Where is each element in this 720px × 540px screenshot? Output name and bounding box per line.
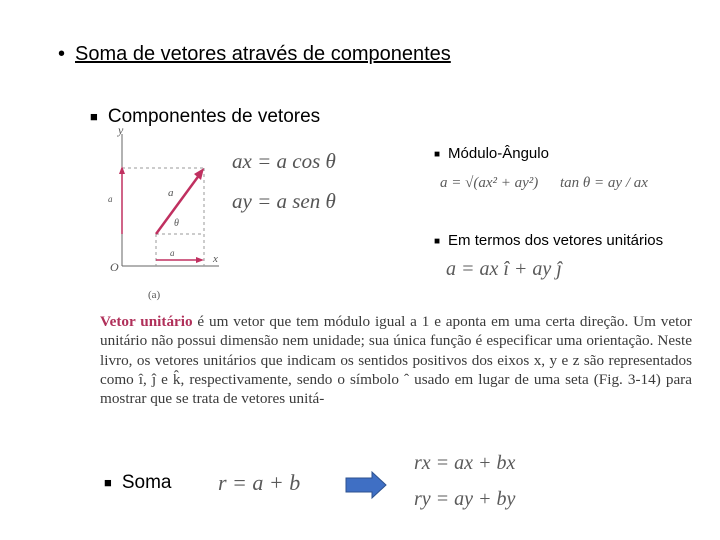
ax-arrowhead	[196, 257, 204, 263]
eq-unit: a = ax î + ay ĵ	[446, 258, 562, 280]
label-x: x	[213, 253, 218, 265]
bullet-modulo-text: Módulo-Ângulo	[448, 145, 549, 162]
eq-modulo: a = √(ax² + ay²)	[440, 175, 539, 191]
square-bullet-icon: ■	[434, 148, 441, 160]
label-vec: a	[168, 187, 174, 199]
vector-components-figure	[104, 126, 364, 306]
label-theta: θ	[174, 218, 179, 229]
slide-title	[58, 43, 451, 66]
bullet-unitarios	[434, 232, 663, 249]
square-bullet-icon: ■	[104, 475, 112, 491]
paragraph-bold: Vetor unitário	[100, 313, 193, 330]
label-ay: a	[108, 194, 113, 204]
subtitle-text: Componentes de vetores	[107, 106, 321, 127]
figure-caption: (a)	[148, 289, 161, 301]
eq-ax: ax = a cos θ	[232, 149, 336, 173]
eq-rx: rx = ax + bx	[414, 452, 516, 474]
unit-vector-paragraph	[100, 312, 692, 408]
ay-arrowhead	[119, 166, 125, 174]
label-y: y	[118, 126, 124, 137]
right-arrow-icon	[344, 470, 388, 500]
subtitle	[90, 106, 320, 128]
paragraph-text: é um vetor que tem módulo igual a 1 e aponta em uma certa direção. Um vetor unitário não possui dimensão nem unidade; sua única função é especificar uma orientação. Neste livro, os vetores unitários que indicam os sentidos positivos dos eixos x, y e z são representados como î, ĵ e k̂, respectivamente, sendo o símbolo ˆ usado em lugar de uma seta (Fig. 3-14) para mostrar que se trata de vetores unitá-	[100, 313, 692, 408]
label-ax: a	[170, 248, 175, 258]
eq-ry: ry = ay + by	[414, 488, 516, 510]
square-bullet-icon: ■	[90, 109, 98, 125]
eq-ay: ay = a sen θ	[232, 189, 336, 213]
bullet-soma-text: Soma	[121, 472, 172, 493]
label-origin: O	[110, 260, 119, 274]
title-text: Soma de vetores através de componentes	[75, 43, 451, 65]
bullet-unitarios-text: Em termos dos vetores unitários	[448, 232, 664, 249]
eq-sum-vec: r = a + b	[218, 470, 301, 495]
bullet-dot: •	[58, 43, 66, 65]
bullet-soma	[104, 472, 172, 494]
bullet-modulo	[434, 145, 549, 162]
eq-tan: tan θ = ay / ax	[560, 175, 648, 191]
square-bullet-icon: ■	[434, 235, 441, 247]
